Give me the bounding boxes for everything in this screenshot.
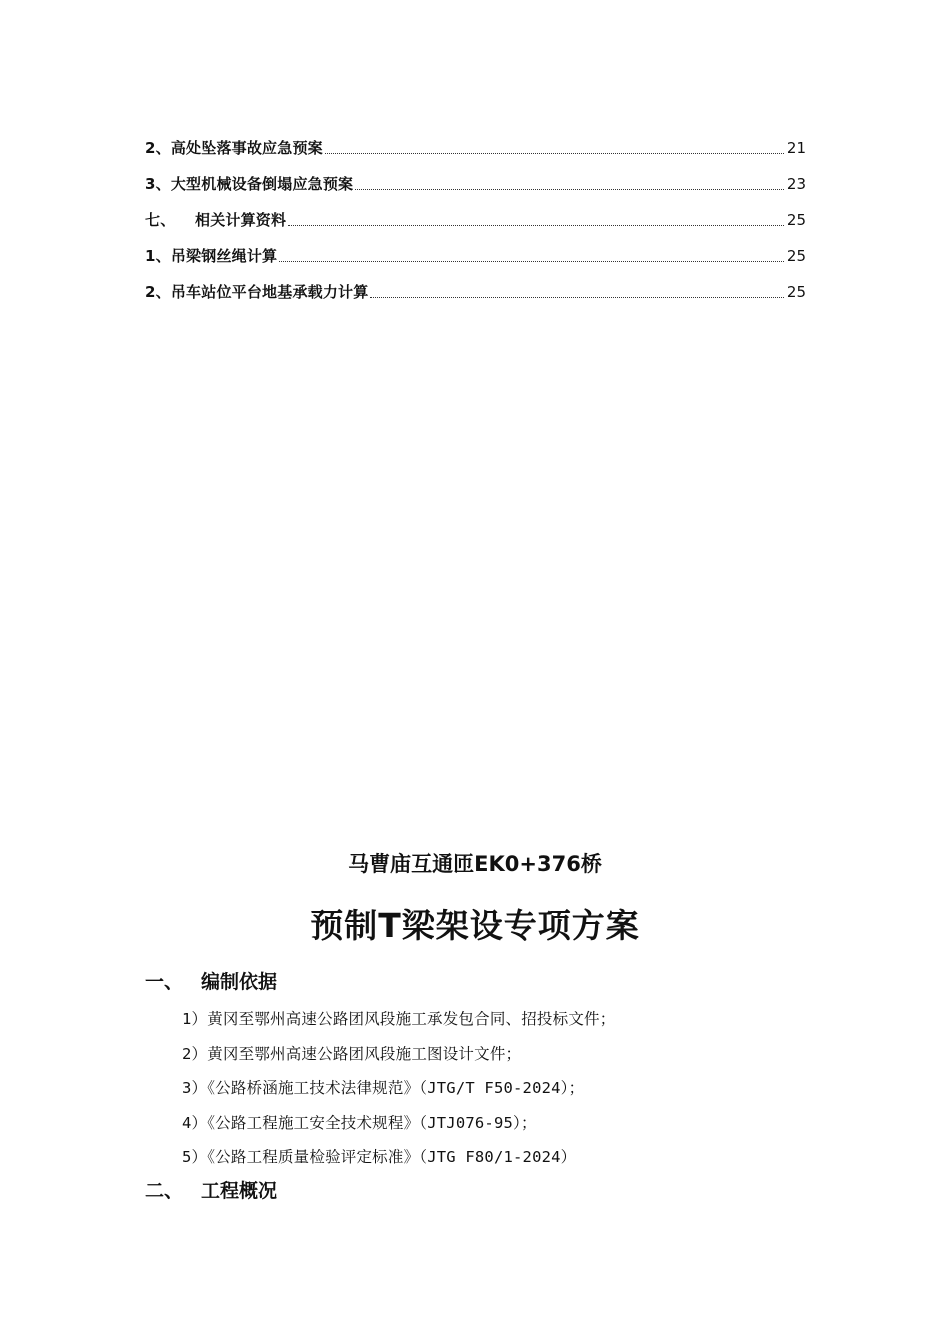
basis-list (182, 1002, 615, 1175)
section-number: 一、 (145, 971, 184, 993)
toc-entry-page: 25 (786, 211, 806, 229)
toc-entry-page: 25 (786, 283, 806, 301)
section-number: 二、 (145, 1180, 184, 1202)
list-item: 5）《公路工程质量检验评定标准》（JTG F80/1-2024） (182, 1148, 577, 1166)
toc-entry-label (145, 208, 286, 232)
toc-dot-leader (370, 296, 783, 298)
toc-entry-title: 高处坠落事故应急预案 (170, 139, 323, 157)
list-item: 3）《公路桥涵施工技术法律规范》（JTG/T F50-2024）； (182, 1079, 585, 1097)
document-subtitle: 马曹庙互通匝EK0+376桥 (348, 852, 602, 876)
toc-entry-number: 2、 (145, 139, 171, 157)
document-title: 预制T梁架设专项方案 (310, 906, 640, 945)
section-title: 工程概况 (201, 1180, 278, 1202)
toc-entry[interactable] (145, 232, 806, 268)
toc-dot-leader (288, 224, 784, 226)
toc-entry-number: 1、 (145, 247, 171, 265)
toc-entry-number: 2、 (145, 283, 171, 301)
toc-entry-label (145, 244, 277, 268)
toc-entry-title: 相关计算资料 (195, 211, 287, 229)
toc-entry-page: 23 (786, 175, 806, 193)
section-heading-overview (145, 1176, 277, 1206)
toc-entry-number: 七、 (145, 211, 176, 229)
toc-entry-page: 21 (786, 139, 806, 157)
toc-entry-label (145, 136, 323, 160)
list-item: 1）黄冈至鄂州高速公路团风段施工承发包合同、招投标文件； (182, 1010, 616, 1028)
list-item: 4）《公路工程施工安全技术规程》（JTJ076-95）； (182, 1113, 537, 1132)
toc-entry[interactable] (145, 160, 806, 196)
toc-entry[interactable] (145, 196, 806, 232)
section-title: 编制依据 (201, 971, 278, 993)
toc-entry[interactable] (145, 124, 806, 160)
toc-entry-label (145, 172, 353, 196)
toc-entry-title: 吊梁钢丝绳计算 (170, 247, 278, 265)
table-of-contents (145, 124, 806, 304)
toc-entry-title: 大型机械设备倒塌应急预案 (170, 175, 354, 193)
toc-entry-page: 25 (786, 247, 806, 265)
toc-entry-title: 吊车站位平台地基承载力计算 (170, 283, 369, 301)
toc-entry-number: 3、 (145, 175, 171, 193)
toc-dot-leader (355, 188, 784, 190)
toc-entry-label (145, 280, 368, 304)
list-item: 2）黄冈至鄂州高速公路团风段施工图设计文件； (182, 1044, 522, 1063)
section-heading-basis (145, 967, 277, 997)
toc-dot-leader (325, 152, 784, 154)
toc-entry[interactable] (145, 268, 806, 304)
toc-dot-leader (279, 260, 784, 262)
